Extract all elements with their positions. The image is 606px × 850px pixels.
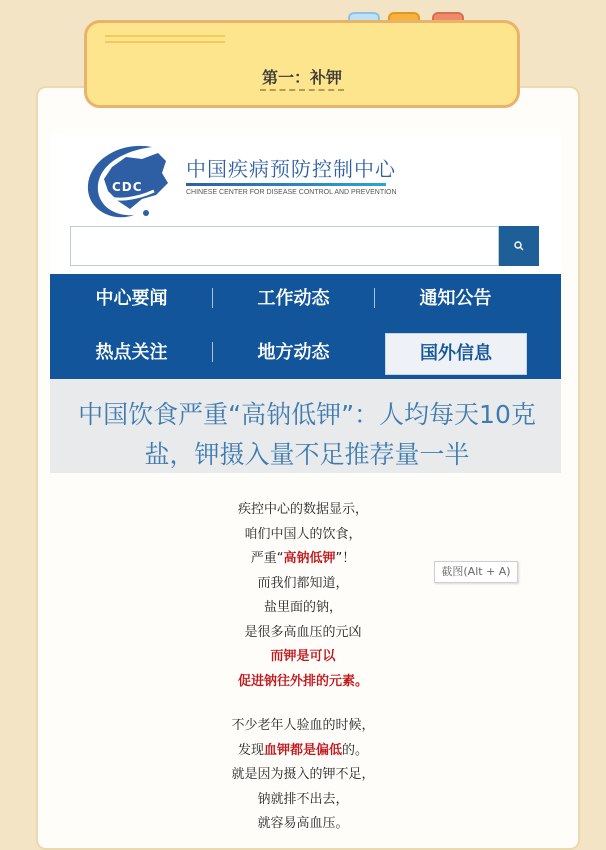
text-line: 是很多高血压的元凶	[244, 624, 362, 640]
org-name-en: CHINESE CENTER FOR DISEASE CONTROL AND PREVENTION	[186, 189, 397, 196]
highlight-text-line: 促进钠往外排的元素。	[237, 673, 368, 689]
highlight-low-potassium: 血钾都是偏低	[263, 742, 342, 758]
search-input[interactable]	[70, 226, 499, 266]
label-decor-line	[105, 41, 225, 43]
headline-line-2: 盐，钾摄入量不足推荐量一半	[144, 440, 470, 469]
text-line: 咱们中国人的饮食，	[244, 526, 362, 542]
section-title: 第一：补钾	[87, 65, 517, 88]
text-line: 钠就排不出去，	[257, 791, 349, 807]
label-decor-line	[105, 35, 225, 37]
headline[interactable]	[64, 395, 550, 473]
text-line: 就是因为摄入的钾不足，	[231, 767, 375, 782]
org-name-underline	[186, 183, 386, 186]
nav-item-center-news[interactable]: 中心要闻	[95, 288, 168, 309]
nav-item-local-news[interactable]: 地方动态	[257, 342, 330, 363]
cdc-logo	[82, 139, 174, 221]
org-name-cn: 中国疾病预防控制中心	[186, 159, 396, 181]
article-paragraph-1	[0, 498, 606, 694]
cdc-website-screenshot	[50, 133, 561, 473]
highlight-text-line: 而钾是可以	[270, 649, 336, 664]
article-paragraph-2	[0, 714, 606, 837]
text-line: 而我们都知道，	[257, 575, 349, 591]
nav-item-foreign-info[interactable]: 国外信息	[385, 333, 527, 375]
screenshot-tooltip: 截图(Alt + A)	[434, 561, 518, 583]
section-label	[84, 20, 520, 108]
main-nav	[50, 274, 561, 379]
text-line: 就容易高血压。	[257, 816, 349, 831]
headline-area	[50, 379, 561, 473]
search-icon	[514, 241, 524, 251]
text-line: 不少老年人验血的时候，	[231, 718, 375, 733]
search-button[interactable]	[499, 226, 539, 266]
cdc-logo-text: CDC	[112, 180, 143, 194]
nav-item-hot-topics[interactable]: 热点关注	[95, 342, 168, 363]
headline-line-1: 中国饮食严重“高钠低钾”：人均每天10克	[78, 400, 536, 429]
nav-item-notices[interactable]: 通知公告	[419, 288, 492, 309]
text-line: 发现血钾都是偏低的。	[237, 742, 369, 758]
highlight-high-sodium-low-potassium: 高钠低钾	[283, 551, 336, 566]
text-line: 盐里面的钠，	[263, 600, 342, 615]
text-line: 疾控中心的数据显示，	[237, 502, 368, 517]
nav-item-work-news[interactable]: 工作动态	[257, 288, 330, 309]
text-line: 严重“高钠低钾”！	[250, 551, 356, 566]
